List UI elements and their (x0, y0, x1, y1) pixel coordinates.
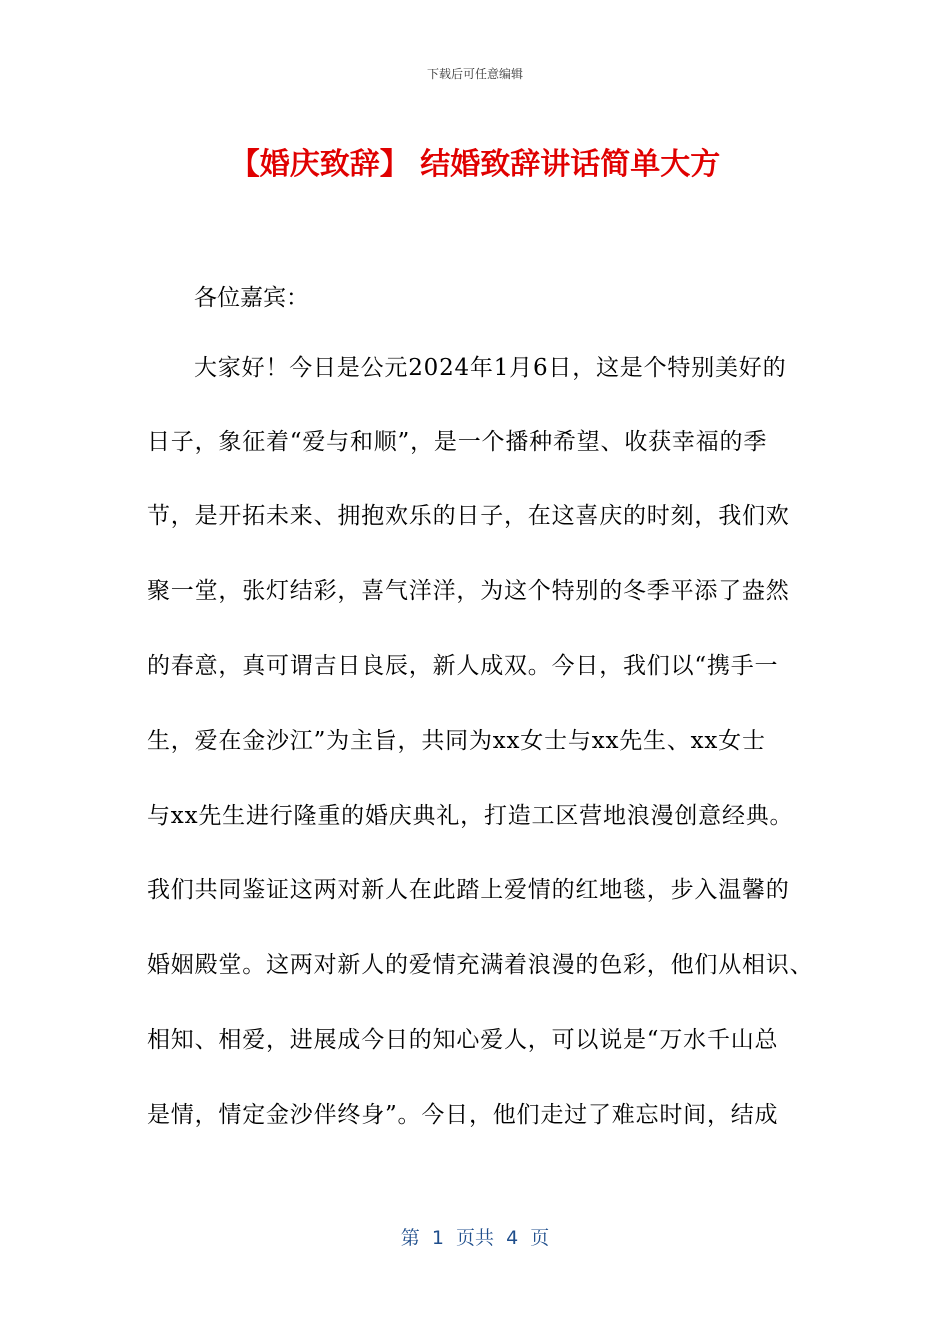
body-line-2: 日子，象征着“爱与和顺”，是一个播种希望、收获幸福的季 (147, 429, 768, 455)
page-header-note: 下载后可任意编辑 (426, 67, 523, 81)
body-line-11: 是情，情定金沙伴终身”。今日，他们走过了难忘时间，结成 (147, 1102, 779, 1128)
body-line-7: 与xx先生进行隆重的婚庆典礼，打造工区营地浪漫创意经典。 (147, 803, 794, 829)
body-line-8: 我们共同鉴证这两对新人在此踏上爱情的红地毯，步入温馨的 (147, 877, 790, 903)
greeting-line: 各位嘉宾： (194, 285, 309, 311)
body-line-3: 节，是开拓未来、拥抱欢乐的日子，在这喜庆的时刻，我们欢 (147, 503, 790, 529)
page-number-footer: 第 1 页共 4 页 (400, 1227, 550, 1249)
body-line-10: 相知、相爱，进展成今日的知心爱人，可以说是“万水千山总 (147, 1027, 779, 1053)
body-line-1: 大家好！今日是公元2024年1月6日，这是个特别美好的 (194, 355, 787, 381)
body-line-6: 生，爱在金沙江”为主旨，共同为xx女士与xx先生、xx女士 (147, 728, 766, 754)
body-line-9: 婚姻殿堂。这两对新人的爱情充满着浪漫的色彩，他们从相识、 (147, 952, 814, 978)
document-title: 【婚庆致辞】 结婚致辞讲话简单大方 (229, 147, 721, 182)
body-line-5: 的春意，真可谓吉日良辰，新人成双。今日，我们以“携手一 (147, 653, 779, 679)
body-line-4: 聚一堂，张灯结彩，喜气洋洋，为这个特别的冬季平添了盎然 (147, 578, 790, 604)
